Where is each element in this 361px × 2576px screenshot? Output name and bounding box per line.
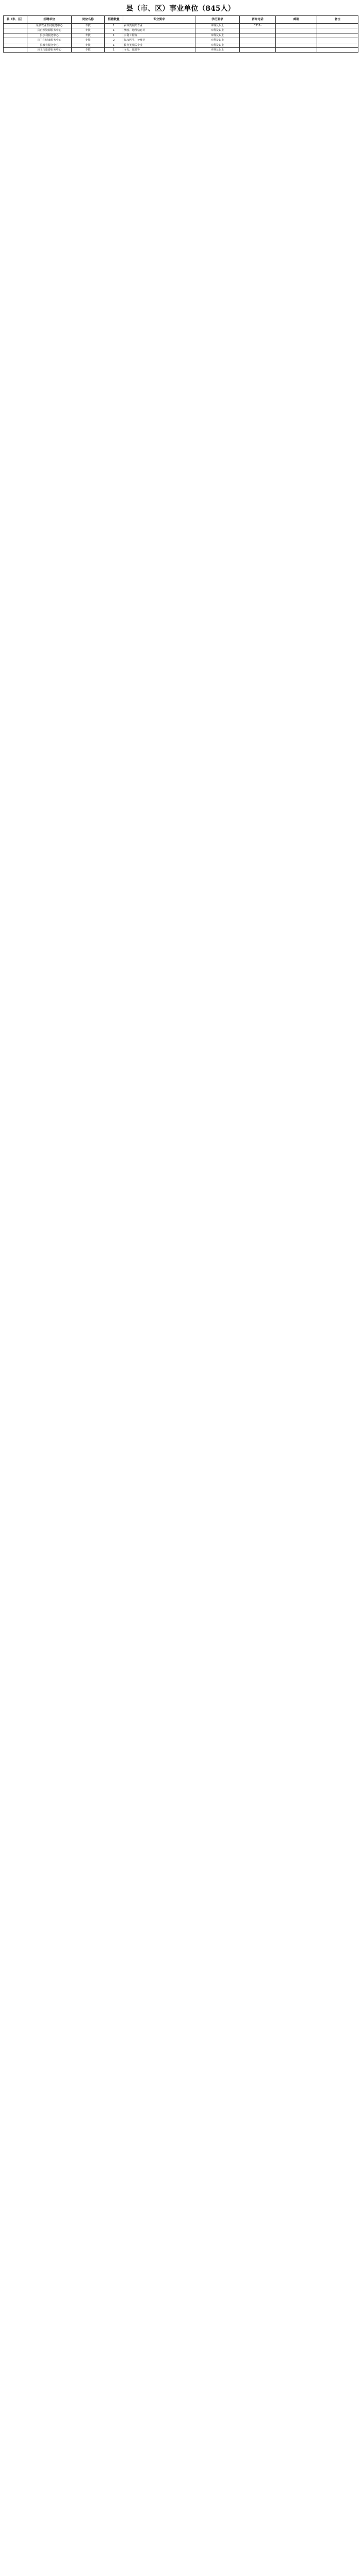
cell-education: 本科及以上 bbox=[195, 33, 240, 38]
table-row bbox=[4, 48, 358, 53]
table-row bbox=[4, 33, 358, 38]
cell-phone: 0311- bbox=[240, 24, 276, 28]
header-phone: 咨询电话 bbox=[240, 16, 276, 24]
cell-email bbox=[276, 28, 317, 33]
recruitment-table bbox=[3, 15, 358, 53]
cell-major: 农林类相关专业 bbox=[123, 24, 195, 28]
cell-major: 测绘、地理信息等 bbox=[123, 28, 195, 33]
cell-unit: 县卫生健康服务中心 bbox=[27, 38, 72, 43]
header-unit: 招聘单位 bbox=[27, 16, 72, 24]
cell-position: 专技 bbox=[72, 48, 105, 53]
cell-major: 水利工程等 bbox=[123, 33, 195, 38]
cell-email bbox=[276, 33, 317, 38]
cell-county bbox=[4, 24, 27, 28]
cell-county bbox=[4, 33, 27, 38]
cell-position: 专技 bbox=[72, 33, 105, 38]
cell-remarks bbox=[317, 48, 358, 53]
cell-major: 教育类相关专业 bbox=[123, 43, 195, 47]
cell-phone bbox=[240, 33, 276, 38]
header-count: 招聘数量 bbox=[105, 16, 123, 24]
header-county: 县（市、区） bbox=[4, 16, 27, 24]
table-row bbox=[4, 28, 358, 33]
header-remarks: 备注 bbox=[317, 16, 358, 24]
page-title: 县（市、区）事业单位（845人） bbox=[126, 5, 235, 13]
cell-phone bbox=[240, 28, 276, 33]
cell-phone bbox=[240, 43, 276, 47]
cell-education: 本科及以上 bbox=[195, 38, 240, 43]
cell-count: 1 bbox=[105, 24, 123, 28]
cell-email bbox=[276, 24, 317, 28]
cell-education: 本科及以上 bbox=[195, 28, 240, 33]
cell-major: 文化、旅游等 bbox=[123, 48, 195, 53]
cell-email bbox=[276, 48, 317, 53]
cell-remarks bbox=[317, 28, 358, 33]
cell-count: 2 bbox=[105, 38, 123, 43]
recruitment-table-container bbox=[3, 15, 358, 53]
cell-position: 专技 bbox=[72, 38, 105, 43]
cell-position: 专技 bbox=[72, 24, 105, 28]
table-header-row bbox=[4, 16, 358, 24]
cell-education: 本科及以上 bbox=[195, 24, 240, 28]
cell-unit: 县文化旅游服务中心 bbox=[27, 48, 72, 53]
table-body bbox=[4, 24, 358, 53]
cell-remarks bbox=[317, 24, 358, 28]
cell-county bbox=[4, 38, 27, 43]
cell-education: 本科及以上 bbox=[195, 43, 240, 47]
cell-position: 专技 bbox=[72, 43, 105, 47]
cell-remarks bbox=[317, 38, 358, 43]
header-education: 学历要求 bbox=[195, 16, 240, 24]
cell-phone bbox=[240, 48, 276, 53]
cell-phone bbox=[240, 38, 276, 43]
table-row bbox=[4, 24, 358, 28]
cell-unit: 县自然资源服务中心 bbox=[27, 28, 72, 33]
cell-major: 临床医学、护理等 bbox=[123, 38, 195, 43]
cell-count: 1 bbox=[105, 28, 123, 33]
cell-education: 本科及以上 bbox=[195, 48, 240, 53]
cell-county bbox=[4, 28, 27, 33]
cell-county bbox=[4, 48, 27, 53]
table-row bbox=[4, 43, 358, 47]
cell-count: 1 bbox=[105, 48, 123, 53]
cell-remarks bbox=[317, 43, 358, 47]
header-major: 专业要求 bbox=[123, 16, 195, 24]
header-email: 邮箱 bbox=[276, 16, 317, 24]
cell-count: 1 bbox=[105, 33, 123, 38]
cell-remarks bbox=[317, 33, 358, 38]
cell-county bbox=[4, 43, 27, 47]
table-row bbox=[4, 38, 358, 43]
cell-unit: 县教育服务中心 bbox=[27, 43, 72, 47]
cell-position: 专技 bbox=[72, 28, 105, 33]
cell-unit: 县水利服务中心 bbox=[27, 33, 72, 38]
cell-email bbox=[276, 43, 317, 47]
cell-unit: 某县农业农村服务中心 bbox=[27, 24, 72, 28]
header-position: 岗位名称 bbox=[72, 16, 105, 24]
cell-count: 1 bbox=[105, 43, 123, 47]
cell-email bbox=[276, 38, 317, 43]
